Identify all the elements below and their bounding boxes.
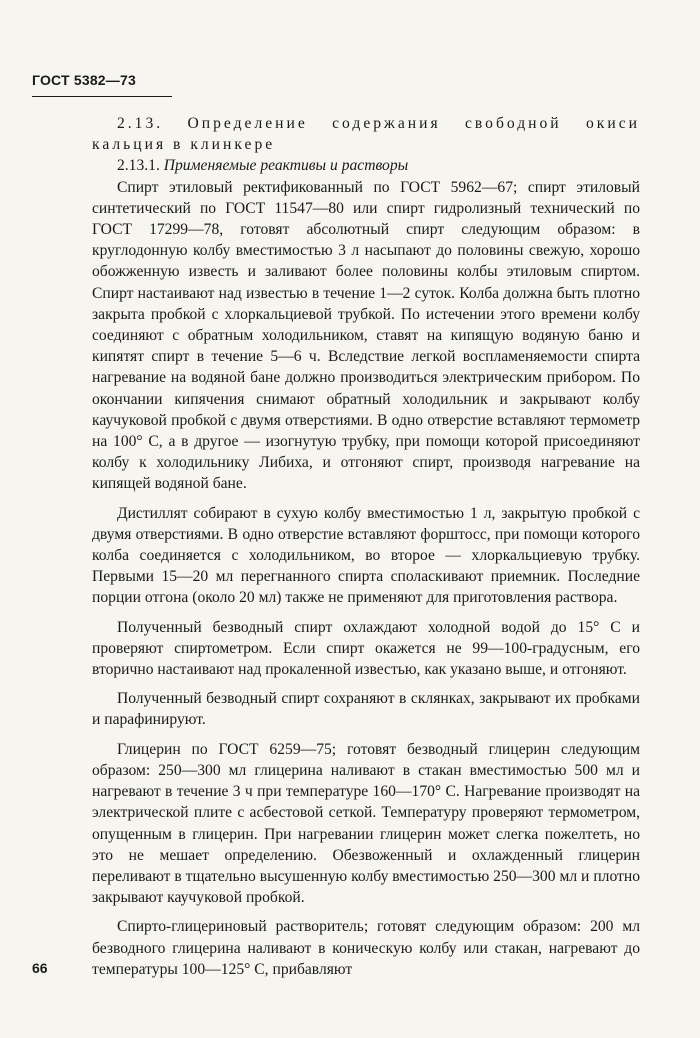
page-content <box>92 113 640 980</box>
subsection-number: 2.13.1. <box>116 157 160 175</box>
paragraph-solvent: Спирто-глицериновый растворитель; готовят следующим образом: 200 мл безводного глицерина наливают в коническую колбу или стакан, нагревают до температуры 100—125° С, прибавляют <box>92 918 640 978</box>
paragraph-alcohol-check: Полученный безводный спирт охлаждают холодной водой до 15° С и проверяют спиртометром. Если спирт окажется не 99—100-градусным, его вторично настаивают над прокаленной известью, как указано выше, и отгоняют. <box>92 618 640 679</box>
running-header: ГОСТ 5382—73 <box>32 72 136 88</box>
subsection-heading <box>92 155 640 176</box>
paragraph-distillate: Дистиллят собирают в сухую колбу вместимостью 1 л, закрытую пробкой с двумя отверстиями. В одно отверстие вставляют форштосс, при помощи которого колба соединяется с холодильником, во второе — хлоркальциевую трубку. Первыми 15—20 мл перегнанного спирта споласкивают приемник. Последние порции отгона (около 20 мл) также не применяют для приготовления раствора. <box>92 504 640 607</box>
section-heading: 2.13. Определение содержания свободной окиси кальция в клинкере <box>92 115 640 154</box>
paragraph-absolute-alcohol: Спирт этиловый ректификованный по ГОСТ 5962—67; спирт этиловый синтетический по ГОСТ 11547—80 или спирт гидролизный технический по ГОСТ 17299—78, готовят абсолютный спирт следующим образом: в круглодонную колбу вместимостью 3 л насыпают до половины свежую, хорошо обожженную известь и заливают более половины колбы этиловым спиртом. Спирт настаивают над известью в течение 1—2 суток. Колба должна быть плотно закрыта пробкой с хлоркальциевой трубкой. По истечении этого времени колбу соединяют с обратным холодильником, ставят на кипящую водяную баню и кипятят спирт в течение 5—6 ч. Вследствие легкой воспламеняемости спирта нагревание на водяной бане должно производиться электрическим прибором. По окончании кипячения снимают обратный холодильник и закрывают колбу каучуковой пробкой с двумя отверстиями. В одно отверстие вставляют термометр на 100° С, а в другое — изогнутую трубку, при помощи которой присоединяют колбу к холодильнику Либиха, и отгоняют спирт, производя нагревание на кипящей водяной бане. <box>92 178 640 493</box>
page-number: 66 <box>32 960 48 976</box>
subsection-title: Применяемые реактивы и растворы <box>163 157 409 175</box>
paragraph-alcohol-storage: Полученный безводный спирт сохраняют в склянках, закрывают их пробками и парафинируют. <box>92 690 640 729</box>
header-rule <box>32 96 172 97</box>
paragraph-glycerin: Глицерин по ГОСТ 6259—75; готовят безводный глицерин следующим образом: 250—300 мл глицерина наливают в стакан вместимостью 500 мл и нагревают в течение 3 ч при температуре 160—170° С. Нагревание производят на электрической плите с асбестовой сеткой. Температуру проверяют термометром, опущенным в глицерин. При нагревании глицерин может слегка пожелтеть, но это не мешает определению. Обезвоженный и охлажденный глицерин переливают в тщательно высушенную колбу вместимостью 250—300 мл и плотно закрывают каучуковой пробкой. <box>92 740 640 907</box>
